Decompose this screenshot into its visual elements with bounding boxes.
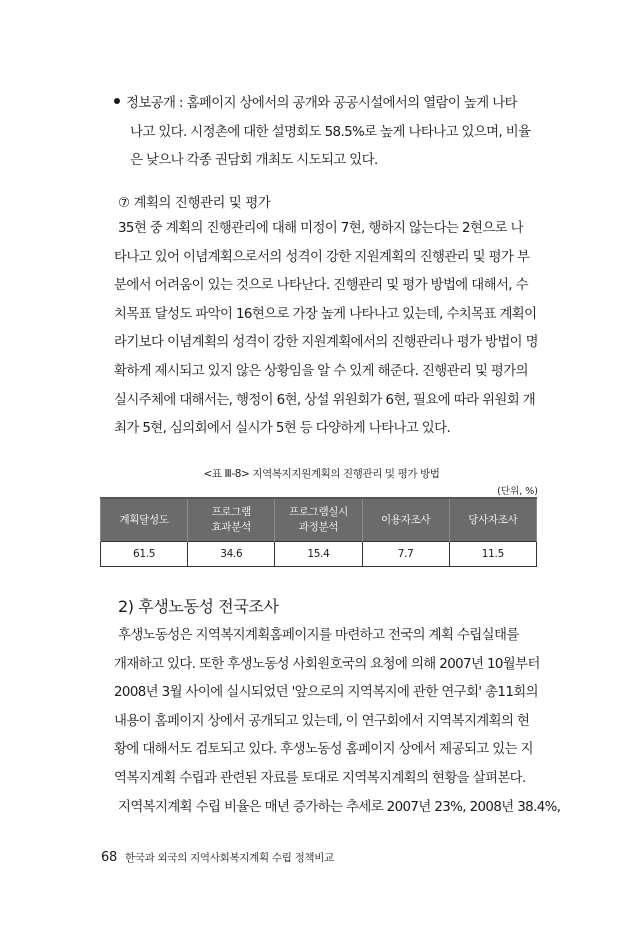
page-number: 68 [101, 850, 117, 865]
paragraph-line: 개재하고 있다. 또한 후생노동성 사회원호국의 요청에 의해 2007년 10월부터 [114, 656, 540, 672]
table-unit: (단위, %) [497, 486, 538, 497]
table-header-cell: 계획달성도 [101, 498, 188, 542]
paragraph-line: 황에 대해서도 검토되고 있다. 후생노동성 홈페이지 상에서 제공되고 있는 지 [114, 742, 533, 758]
table-cell: 15.4 [275, 542, 362, 567]
table-header-cell: 프로그램 효과분석 [188, 498, 275, 542]
table-header-cell: 당사자조사 [449, 498, 536, 542]
bullet-line: 나고 있다. 시정촌에 대한 설명회도 58.5%로 높게 나타나고 있으며, 비율 [130, 124, 531, 140]
paragraph-line: 2008년 3월 사이에 실시되었던 '앞으로의 지역복지에 관한 연구회' 총11회의 [114, 685, 538, 701]
evaluation-methods-table [100, 497, 537, 567]
page-footer [101, 850, 334, 865]
section-heading-mhlw-survey: 2) 후생노동성 전국조사 [118, 597, 279, 616]
paragraph-line: 35현 중 계획의 진행관리에 대해 미정이 7현, 행하지 않는다는 2현으로 나 [118, 221, 523, 236]
bullet-icon [114, 98, 120, 104]
paragraph-line: 후생노동성은 지역복지계획홈페이지를 마련하고 전국의 계획 수립실태를 [118, 628, 519, 643]
running-title: 한국과 외국의 지역사회복지계획 수립 정책비교 [124, 852, 334, 864]
paragraph-line: 타나고 있어 이념계획으로서의 성격이 강한 지원계획의 진행관리 및 평가 부 [114, 249, 530, 265]
table-header-row [101, 498, 537, 542]
paragraph-line: 역복지계획 수립과 관련된 자료를 토대로 지역복지계획의 현황을 살펴본다. [114, 770, 526, 786]
table-row [101, 542, 537, 567]
paragraph-line: 내용이 홈페이지 상에서 공개되고 있는데, 이 연구회에서 지역복지계획의 현 [114, 713, 530, 729]
paragraph-line: 실시주체에 대해서는, 행정이 6현, 상설 위원회가 6현, 필요에 따라 위원회 개 [114, 392, 536, 408]
bullet-line: 은 낮으나 각종 권담회 개최도 시도되고 있다. [130, 153, 378, 169]
table-cell: 11.5 [449, 542, 536, 567]
table-cell: 34.6 [188, 542, 275, 567]
table-header-cell: 프로그램실시 과정분석 [275, 498, 362, 542]
paragraph-line: 분에서 어려움이 있는 것으로 나타난다. 진행관리 및 평가 방법에 대해서, 수 [114, 278, 528, 294]
subheading-progress-evaluation: ⑦ 계획의 진행관리 및 평가 [118, 196, 271, 211]
paragraph-line: 라기보다 이념계획의 성격이 강한 지원계획에서의 진행관리나 평가 방법이 명 [114, 335, 538, 351]
table-title: <표 Ⅲ-8> 지역복지지원계획의 진행관리 및 평가 방법 [203, 468, 440, 480]
bullet-line: 정보공개 : 홈페이지 상에서의 공개와 공공시설에서의 열람이 높게 나타 [114, 90, 544, 119]
table-cell: 61.5 [101, 542, 188, 567]
paragraph-mhlw-survey [114, 622, 561, 822]
paragraph-line: 확하게 제시되고 있지 않은 상황임을 알 수 있게 해준다. 진행관리 및 평가의 [114, 363, 528, 379]
paragraph-line: 최가 5현, 심의회에서 실시가 5현 등 다양하게 나타나고 있다. [114, 421, 451, 437]
table-header-cell: 이용자조사 [362, 498, 449, 542]
paragraph-line: 지역복지계획 수립 비율은 매년 증가하는 추세로 2007년 23%, 2008년 38.4%, [118, 799, 561, 815]
paragraph-line: 치목표 달성도 파악이 16현으로 가장 높게 나타나고 있는데, 수치목표 계획이 [114, 306, 537, 322]
table-cell: 7.7 [362, 542, 449, 567]
paragraph-progress-management [114, 215, 542, 444]
bullet-item-information-disclosure [114, 90, 544, 176]
